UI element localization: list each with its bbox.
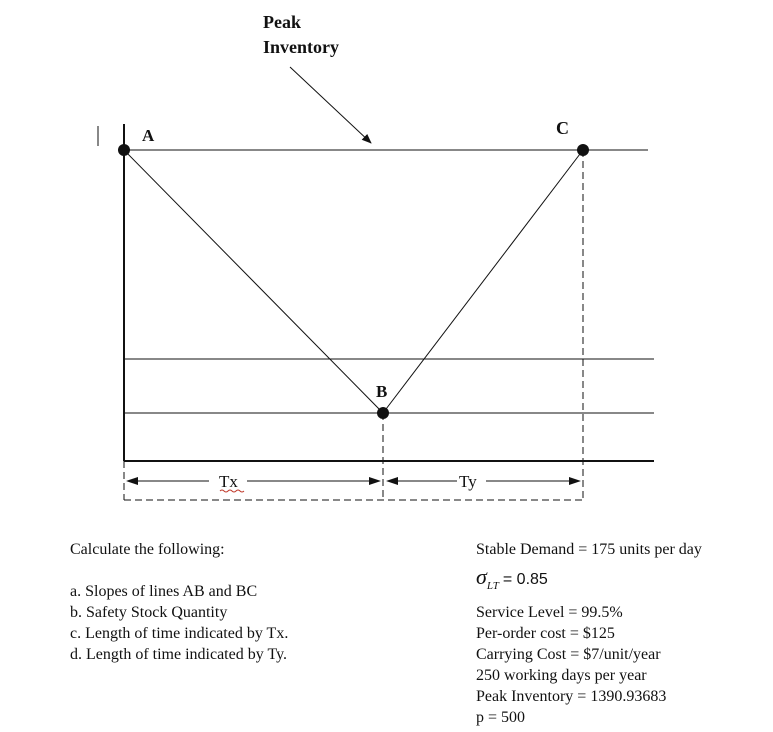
point-a-marker — [118, 144, 130, 156]
sigma-symbol: σ — [476, 564, 487, 589]
ty-label: Ty — [459, 472, 477, 491]
tx-arrowhead-right — [369, 477, 381, 485]
line-ab — [124, 150, 383, 413]
point-c-marker — [577, 144, 589, 156]
peak-label-line1: Peak — [263, 12, 301, 32]
point-b-marker — [377, 407, 389, 419]
order-cost: Per-order cost = $125 — [476, 625, 615, 642]
peak-inventory-value: Peak Inventory = 1390.93683 — [476, 688, 667, 705]
question-item-a: a. Slopes of lines AB and BC — [70, 583, 258, 600]
sigma-value: = 0.85 — [502, 571, 548, 588]
service-level: Service Level = 99.5% — [476, 604, 623, 621]
point-a-label: A — [142, 126, 155, 145]
carrying-cost: Carrying Cost = $7/unit/year — [476, 646, 661, 663]
peak-label-line2: Inventory — [263, 37, 339, 57]
peak-pointer-arrow — [290, 67, 371, 143]
tx-label: Tx — [219, 472, 238, 491]
tx-arrowhead-left — [126, 477, 138, 485]
question-item-b: b. Safety Stock Quantity — [70, 604, 228, 621]
ty-arrowhead-right — [569, 477, 581, 485]
question-item-d: d. Length of time indicated by Ty. — [70, 646, 288, 663]
line-bc — [383, 150, 583, 413]
point-c-label: C — [556, 118, 569, 138]
point-b-label: B — [376, 382, 388, 401]
sigma-lt-expression — [476, 564, 548, 592]
questions-heading: Calculate the following: — [70, 541, 225, 558]
sigma-subscript: LT — [486, 580, 499, 592]
working-days: 250 working days per year — [476, 667, 647, 684]
stable-demand: Stable Demand = 175 units per day — [476, 541, 702, 558]
p-value: p = 500 — [476, 709, 526, 726]
question-item-c: c. Length of time indicated by Tx. — [70, 625, 289, 642]
